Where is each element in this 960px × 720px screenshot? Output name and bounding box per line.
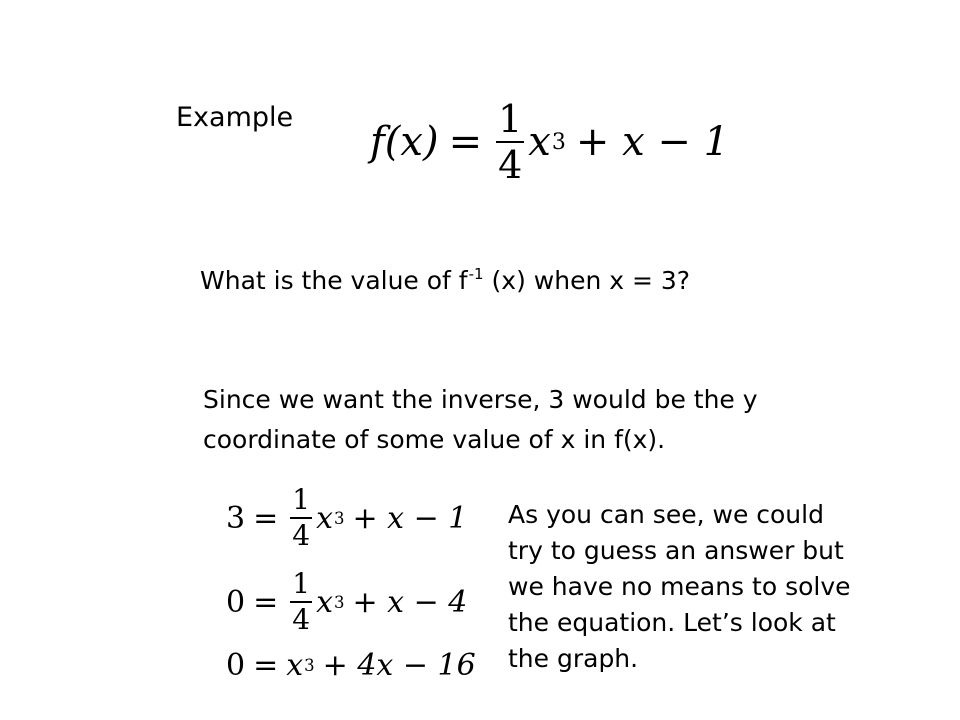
cubic-exponent: 3: [551, 129, 566, 155]
cubic-variable: x: [528, 119, 551, 165]
fraction: [290, 483, 312, 552]
explanation-line-1: Since we want the inverse, 3 would be the y: [203, 385, 758, 414]
explanation-line-2: coordinate of some value of x in f(x).: [203, 425, 666, 454]
fraction-numerator: 1: [292, 567, 311, 600]
fraction-denominator: 4: [292, 519, 311, 552]
commentary-line-1: As you can see, we could: [508, 500, 824, 529]
cubic-variable: x: [316, 500, 333, 536]
cubic-variable: x: [316, 584, 333, 620]
cubic-exponent: 3: [333, 508, 345, 528]
example-label: Example: [176, 102, 294, 133]
question-prefix: What is the value of f: [200, 266, 468, 295]
equation-lhs: 0: [226, 648, 246, 683]
commentary-line-3: we have no means to solve: [508, 572, 851, 601]
equation-step-1: [226, 483, 468, 552]
equation-step-3: [226, 648, 476, 683]
function-equation: [370, 97, 730, 187]
equals-sign: =: [253, 648, 279, 683]
equation-rest: + x − 4: [352, 584, 468, 620]
question-text: [200, 257, 690, 298]
fraction-numerator: 1: [292, 483, 311, 516]
inverse-superscript: -1: [468, 265, 484, 283]
equals-sign: =: [448, 119, 483, 165]
equation-rest: + x − 1: [352, 500, 468, 536]
fraction-denominator: 4: [292, 603, 311, 636]
equals-sign: =: [253, 584, 279, 620]
equation-lhs: 0: [226, 584, 246, 620]
fraction: [496, 97, 524, 187]
commentary-line-5: the graph.: [508, 644, 639, 673]
equation-rest: + x − 1: [575, 119, 730, 165]
function-lhs: f(x): [370, 119, 439, 165]
cubic-exponent: 3: [304, 656, 315, 675]
fraction-denominator: 4: [498, 143, 523, 187]
fraction-numerator: 1: [498, 97, 523, 141]
equation-rest: + 4x − 16: [322, 648, 476, 683]
cubic-exponent: 3: [333, 592, 345, 612]
cubic-variable: x: [286, 648, 304, 683]
equation-lhs: 3: [226, 500, 246, 536]
commentary-line-2: try to guess an answer but: [508, 536, 844, 565]
commentary-line-4: the equation. Let’s look at: [508, 608, 836, 637]
equals-sign: =: [253, 500, 279, 536]
question-suffix: (x) when x = 3?: [483, 266, 691, 295]
fraction: [290, 567, 312, 636]
equation-step-2: [226, 567, 468, 636]
